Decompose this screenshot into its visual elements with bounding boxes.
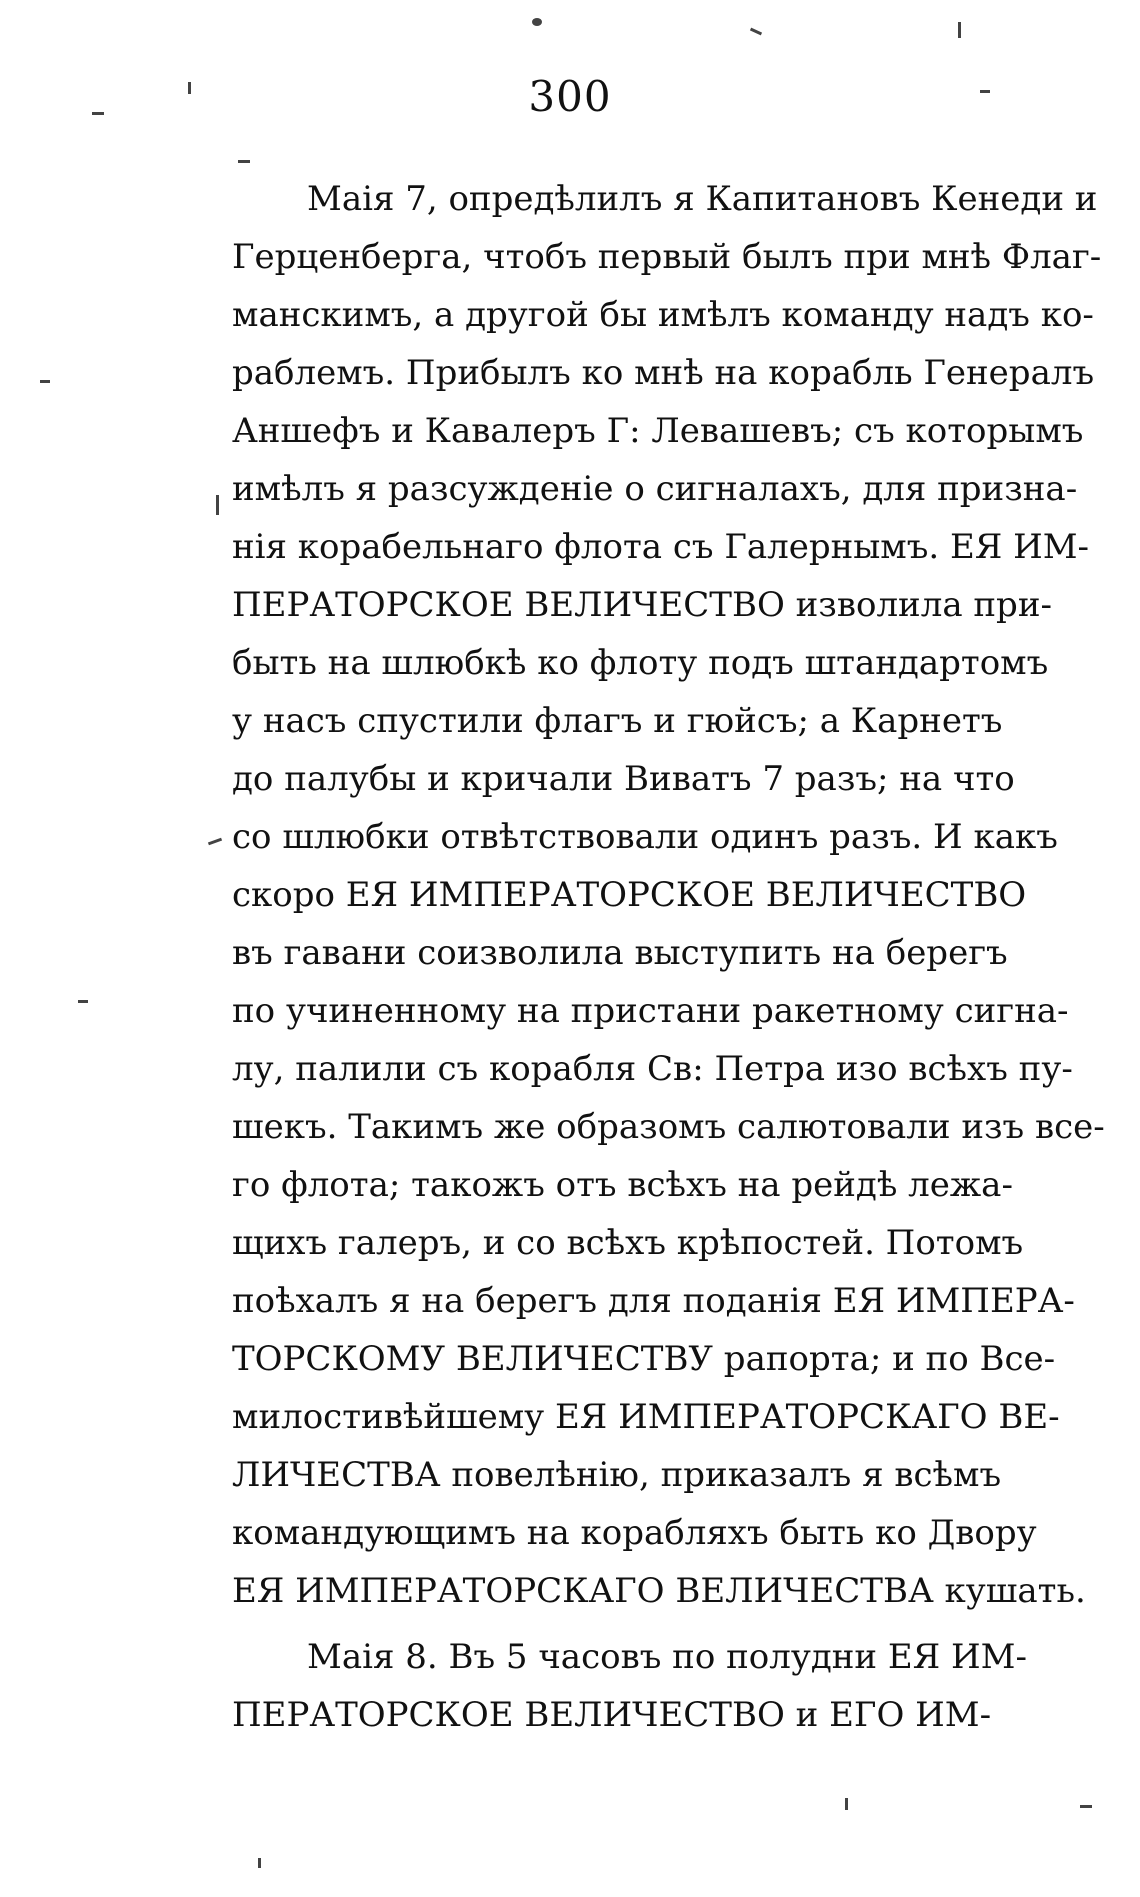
- print-speck: [78, 1000, 88, 1003]
- text-line: шекъ. Такимъ же образомъ салютовали изъ все-: [232, 1107, 1105, 1147]
- text-line: по учиненному на пристани ракетному сигна-: [232, 991, 1069, 1031]
- print-speck: [208, 838, 222, 846]
- text-line: со шлюбки отвѣтствовали одинъ разъ. И какъ: [232, 817, 1058, 857]
- print-speck: [1080, 1805, 1092, 1808]
- page-number: 300: [528, 72, 612, 121]
- text-line: лу, палили съ корабля Св: Петра изо всѣхъ пу-: [232, 1049, 1073, 1089]
- text-line: ПЕРАТОРСКОЕ ВЕЛИЧЕСТВО изволила при-: [232, 585, 1052, 625]
- print-speck: [188, 82, 191, 94]
- text-line: раблемъ. Прибылъ ко мнѣ на корабль Генералъ: [232, 353, 1095, 393]
- text-line: у насъ спустили флагъ и гюйсъ; а Карнетъ: [232, 701, 1003, 741]
- print-speck: [532, 18, 542, 26]
- text-line: милостивѣйшему ЕЯ ИМПЕРАТОРСКАГО ВЕ-: [232, 1397, 1060, 1437]
- text-line: въ гавани соизволила выступить на берегъ: [232, 933, 1008, 973]
- text-line: ПЕРАТОРСКОЕ ВЕЛИЧЕСТВО и ЕГО ИМ-: [232, 1695, 992, 1735]
- text-line: ЛИЧЕСТВА повелѣнію, приказалъ я всѣмъ: [232, 1455, 1002, 1495]
- print-speck: [92, 112, 104, 115]
- text-line: командующимъ на корабляхъ быть ко Двору: [232, 1513, 1037, 1553]
- print-speck: [845, 1798, 848, 1810]
- text-line: скоро ЕЯ ИМПЕРАТОРСКОЕ ВЕЛИЧЕСТВО: [232, 875, 1027, 915]
- print-speck: [750, 28, 762, 36]
- text-line: ЕЯ ИМПЕРАТОРСКАГО ВЕЛИЧЕСТВА кушать.: [232, 1571, 1086, 1611]
- text-line: Аншефъ и Кавалеръ Г: Левашевъ; съ которымъ: [232, 411, 1084, 451]
- print-speck: [258, 1858, 261, 1868]
- text-line: го флота; такожъ отъ всѣхъ на рейдѣ лежа-: [232, 1165, 1013, 1205]
- body-text: [232, 170, 1110, 1744]
- text-line: Маія 7, опредѣлилъ я Капитановъ Кенеди и: [307, 179, 1098, 219]
- text-line: Герценберга, чтобъ первый былъ при мнѣ Флаг-: [232, 237, 1102, 277]
- print-speck: [958, 22, 961, 38]
- print-speck: [216, 495, 219, 515]
- print-speck: [40, 380, 50, 383]
- text-line: имѣлъ я разсужденіе о сигналахъ, для призна-: [232, 469, 1078, 509]
- print-speck: [980, 90, 990, 93]
- print-speck: [238, 160, 250, 163]
- text-line: быть на шлюбкѣ ко флоту подъ штандартомъ: [232, 643, 1049, 683]
- text-line: манскимъ, а другой бы имѣлъ команду надъ ко-: [232, 295, 1094, 335]
- text-line: поѣхалъ я на берегъ для поданія ЕЯ ИМПЕРА-: [232, 1281, 1075, 1321]
- text-line: щихъ галеръ, и со всѣхъ крѣпостей. Потомъ: [232, 1223, 1024, 1263]
- text-line: до палубы и кричали Виватъ 7 разъ; на что: [232, 759, 1015, 799]
- text-line: нія корабельнаго флота съ Галернымъ. ЕЯ ИМ-: [232, 527, 1090, 567]
- text-line: ТОРСКОМУ ВЕЛИЧЕСТВУ рапорта; и по Все-: [232, 1339, 1056, 1379]
- text-line: Маія 8. Въ 5 часовъ по полудни ЕЯ ИМ-: [307, 1637, 1027, 1677]
